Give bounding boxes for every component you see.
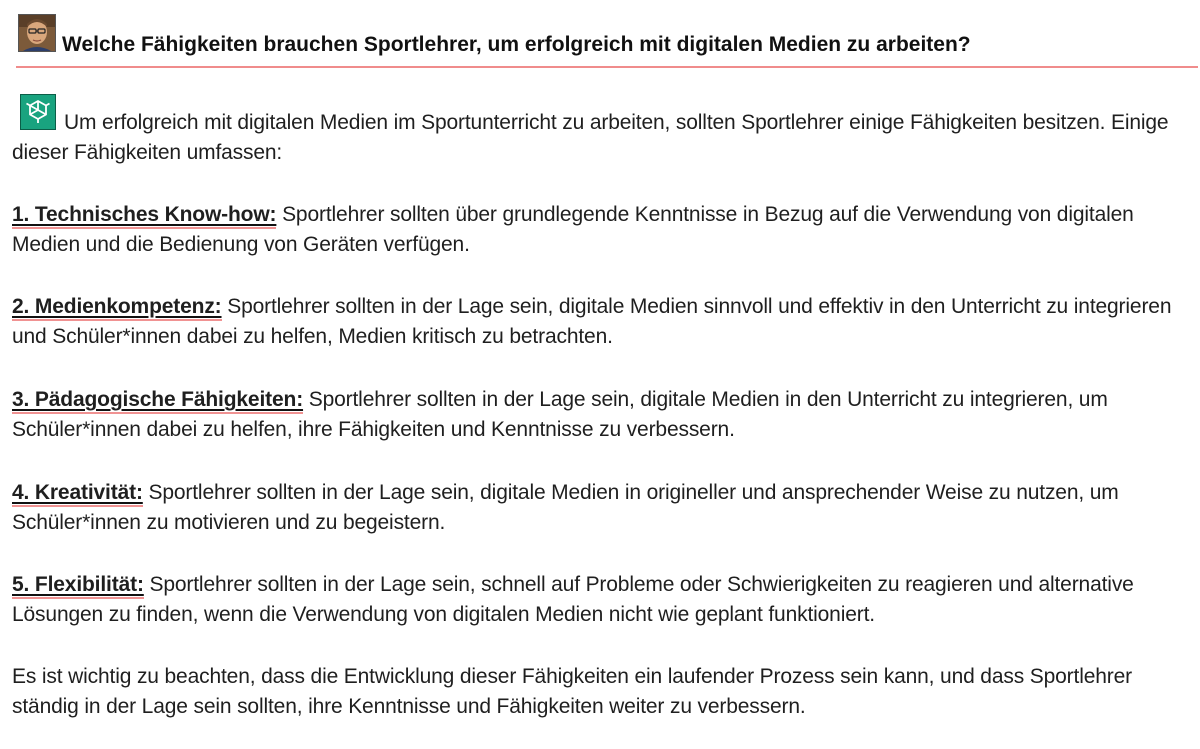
list-item-body: Sportlehrer sollten in der Lage sein, digitale Medien sinnvoll und effektiv in den Unterricht zu integrieren und Schüler*innen dabei zu helfen, Medien kritisch zu betrachten. (12, 295, 1172, 348)
list-item-body: Sportlehrer sollten in der Lage sein, digitale Medien in origineller und ansprechender Weise zu nutzen, um Schüler*innen zu motivieren und zu begeistern. (12, 481, 1119, 534)
user-avatar (18, 14, 56, 52)
list-item-heading: 3. Pädagogische Fähigkeiten: (12, 388, 303, 414)
list-item-body: Sportlehrer sollten über grundlegende Kenntnisse in Bezug auf die Verwendung von digitalen Medien und die Bedienung von Geräten verfügen. (12, 203, 1134, 256)
question-text: Welche Fähigkeiten brauchen Sportlehrer, um erfolgreich mit digitalen Medien zu arbeiten? (62, 33, 971, 56)
list-item (12, 570, 1192, 630)
answer-intro: Um erfolgreich mit digitalen Medien im Sportunterricht zu arbeiten, sollten Sportlehrer einige Fähigkeiten besitzen. Einige dieser Fähigkeiten umfassen: (12, 111, 1169, 164)
list-item-heading: 5. Flexibilität: (12, 573, 144, 599)
list-item (12, 200, 1192, 260)
question-divider (16, 66, 1198, 68)
answer-closing: Es ist wichtig zu beachten, dass die Entwicklung dieser Fähigkeiten ein laufender Prozess sein kann, und dass Sportlehrer ständig in der Lage sein sollten, ihre Kenntnisse und Fähigkeiten weiter zu verbessern. (12, 665, 1132, 718)
list-item-body: Sportlehrer sollten in der Lage sein, schnell auf Probleme oder Schwierigkeiten zu reagieren und alternative Lösungen zu finden, wenn die Verwendung von digitalen Medien nicht wie geplant funktioniert. (12, 573, 1134, 626)
list-item-heading: 4. Kreativität: (12, 481, 143, 507)
list-item (12, 478, 1192, 538)
avatar-portrait-icon (19, 15, 55, 51)
question-block (18, 14, 1198, 64)
list-item-body: Sportlehrer sollten in der Lage sein, digitale Medien in den Unterricht zu integrieren, um Schüler*innen dabei zu helfen, ihre Fähigkeiten und Kenntnisse zu verbessern. (12, 388, 1108, 441)
list-item-heading: 2. Medienkompetenz: (12, 295, 222, 321)
list-item-heading: 1. Technisches Know-how: (12, 203, 276, 229)
list-item (12, 385, 1192, 445)
list-item (12, 292, 1192, 352)
